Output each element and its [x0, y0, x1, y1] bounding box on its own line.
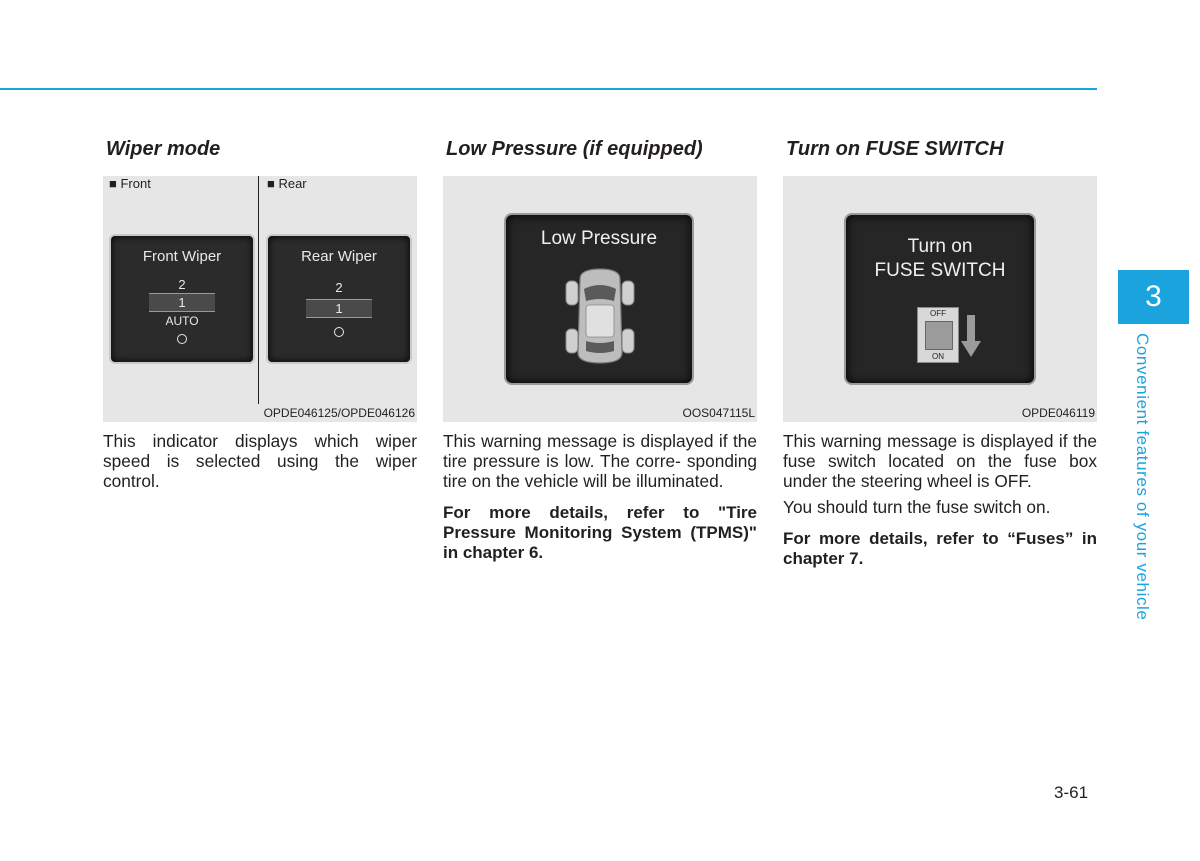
body-paragraph: This warning message is displayed if the fuse switch located on the fuse box under the steering wheel is OFF.	[783, 431, 1097, 491]
rear-wiper-display	[266, 234, 412, 364]
fuse-switch-title	[846, 235, 1034, 283]
section-heading: Low Pressure (if equipped)	[446, 138, 703, 160]
rear-wiper-option-2: 2	[335, 280, 343, 295]
car-tire-icon	[564, 267, 636, 367]
rear-label: ■ Rear	[267, 176, 307, 191]
figure-code: OPDE046125/OPDE046126	[263, 406, 415, 420]
off-circle-icon	[334, 327, 344, 337]
section-heading: Wiper mode	[106, 138, 221, 160]
section-heading: Turn on FUSE SWITCH	[786, 138, 1004, 160]
low-pressure-display	[504, 213, 694, 385]
fuse-switch-figure	[783, 176, 1097, 422]
front-wiper-display	[109, 234, 255, 364]
chapter-number-tab: 3	[1118, 270, 1189, 324]
fuse-switch-graphic	[917, 307, 959, 363]
section-wiper-mode	[103, 136, 417, 491]
front-wiper-option-auto: AUTO	[165, 314, 199, 328]
fuse-switch-display	[844, 213, 1036, 385]
low-pressure-figure	[443, 176, 757, 422]
front-wiper-title: Front Wiper	[142, 248, 222, 265]
section-low-pressure	[443, 136, 757, 563]
figure-code: OOS047115L	[682, 406, 755, 420]
page-number: 3-61	[1054, 783, 1089, 802]
arrow-down-icon	[961, 315, 981, 357]
fuse-title-line2: FUSE SWITCH	[874, 260, 1006, 281]
reference-note: For more details, refer to “Fuses” in chapter 7.	[783, 529, 1097, 568]
front-label: ■ Front	[109, 176, 151, 191]
front-wiper-option-1-selected: 1	[149, 293, 215, 312]
figure-divider	[258, 176, 259, 404]
figure-code: OPDE046119	[1021, 406, 1095, 420]
front-wiper-option-2: 2	[178, 277, 186, 292]
switch-off-label: OFF	[930, 309, 946, 318]
low-pressure-title: Low Pressure	[540, 228, 658, 249]
fuse-title-line1: Turn on	[907, 236, 973, 257]
reference-note: For more details, refer to "Tire Pressure Monitoring System (TPMS)" in chapter 6.	[443, 503, 757, 562]
switch-knob	[925, 321, 953, 350]
rear-wiper-option-1-selected: 1	[306, 299, 372, 318]
wiper-figure	[103, 176, 417, 422]
chapter-title: Convenient features of your vehicle	[1133, 333, 1152, 621]
top-rule	[0, 88, 1097, 90]
body-paragraph: This warning message is displayed if the tire pressure is low. The corre- sponding tire on the vehicle will be illuminated.	[443, 431, 757, 491]
rear-wiper-title: Rear Wiper	[301, 248, 377, 265]
switch-on-label: ON	[932, 352, 944, 361]
off-circle-icon	[177, 334, 187, 344]
body-paragraph: You should turn the fuse switch on.	[783, 497, 1051, 517]
section-fuse-switch	[783, 136, 1097, 569]
body-paragraph: This indicator displays which wiper speed is selected using the wiper control.	[103, 431, 417, 491]
